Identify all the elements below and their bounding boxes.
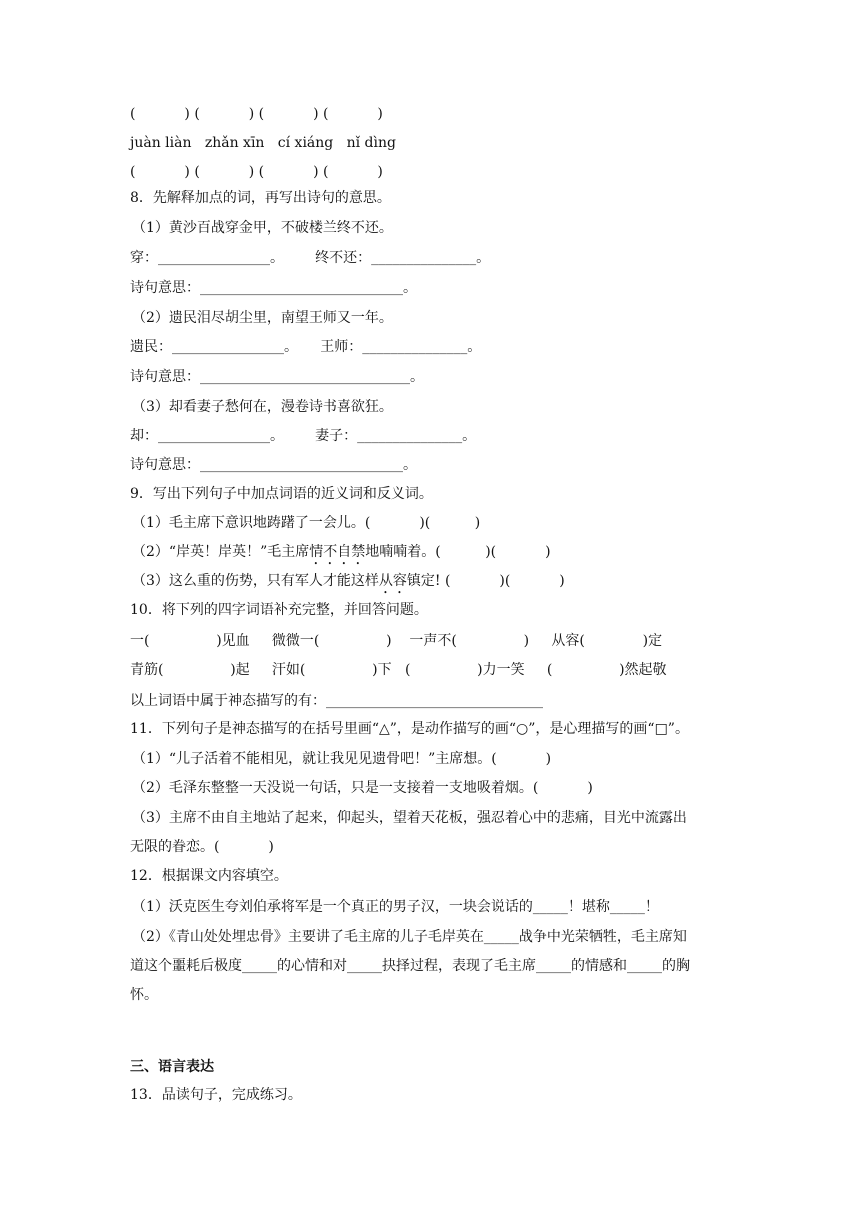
idiom-row-2: 青筋( )起 汗如( )下 ( )力一笑 ( )然起敬 bbox=[130, 662, 667, 678]
q9-sentence-1: （1）毛主席下意识地踌躇了一会儿。( )( ) bbox=[132, 515, 481, 531]
q11-sentence-1: （1）“儿子活着不能相见，就让我见见遗骨吧！”主席想。( ) bbox=[132, 751, 552, 767]
blank-row-2: 遗民：________________。 王师：_______________。 bbox=[130, 339, 482, 355]
idiom-row-1: 一( )见血 微微一( ) 一声不( ) 从容( )定 bbox=[130, 633, 663, 649]
question-11-heading: 11．下列句子是神态描写的在括号里画“△”，是动作描写的画“○”，是心理描写的画“□”。 bbox=[130, 721, 689, 737]
question-13-heading: 13．品读句子，完成练习。 bbox=[130, 1087, 302, 1103]
q9-s3-suffix: 镇定! ( )( ) bbox=[406, 573, 565, 589]
q9-s3-dotted-word: 从容 bbox=[378, 573, 407, 589]
pinyin-row: juàn liàn zhǎn xīn cí xiáng nǐ dìng bbox=[130, 135, 396, 151]
question-10-heading: 10．将下列的四字词语补充完整，并回答问题。 bbox=[130, 602, 428, 618]
question-8-heading: 8．先解释加点的词，再写出诗句的意思。 bbox=[130, 190, 391, 206]
blank-row-3: 却：________________。 妻子：_______________。 bbox=[130, 428, 477, 444]
q11-sentence-3-continued: 无限的眷恋。( ) bbox=[130, 839, 274, 855]
meaning-row-1: 诗句意思：_____________________________。 bbox=[130, 280, 417, 296]
question-12-heading: 12．根据课文内容填空。 bbox=[130, 868, 288, 884]
question-9-heading: 9．写出下列句子中加点词语的近义词和反义词。 bbox=[130, 486, 433, 502]
q12-sentence-2-continued: 道这个噩耗后极度_____的心情和对_____抉择过程，表现了毛主席_____的情感和_____的胸 bbox=[130, 958, 690, 974]
blank-row-1: 穿：________________。 终不还：_______________。 bbox=[130, 250, 491, 266]
q11-sentence-3: （3）主席不由自主地站了起来，仰起头，望着天花板，强忍着心中的悲痛，目光中流露出 bbox=[132, 810, 687, 826]
q9-s2-dotted-word: 情不自禁 bbox=[309, 544, 366, 560]
q11-sentence-2: （2）毛泽东整整一天没说一句话，只是一支接着一支地吸着烟。( ) bbox=[132, 780, 593, 796]
q12-sentence-2: （2）《青山处处埋忠骨》主要讲了毛主席的儿子毛岸英在_____战争中光荣牺牲，毛主席知 bbox=[132, 929, 687, 945]
section-3-heading: 三、语言表达 bbox=[130, 1059, 214, 1075]
answer-brackets-row-2: ( ) ( ) ( ) ( ) bbox=[130, 164, 383, 180]
idiom-answer-row: 以上词语中属于神态描写的有：_______________________________ bbox=[130, 693, 543, 709]
q9-sentence-3 bbox=[132, 571, 565, 597]
q9-s2-prefix: （2）“岸英！岸英！”毛主席 bbox=[132, 544, 310, 560]
poem-line-1: （1）黄沙百战穿金甲，不破楼兰终不还。 bbox=[132, 220, 393, 236]
q12-sentence-1: （1）沃克医生夸刘伯承将军是一个真正的男子汉，一块会说话的_____！堪称_____！ bbox=[132, 899, 659, 915]
poem-line-3: （3）却看妻子愁何在，漫卷诗书喜欲狂。 bbox=[132, 399, 393, 415]
q9-s2-suffix: 地喃喃着。( )( ) bbox=[365, 544, 551, 560]
answer-brackets-row-1: ( ) ( ) ( ) ( ) bbox=[130, 106, 383, 122]
q12-sentence-2-end: 怀。 bbox=[130, 987, 158, 1003]
q9-s3-prefix: （3）这么重的伤势，只有军人才能这样 bbox=[132, 573, 379, 589]
meaning-row-3: 诗句意思：_____________________________。 bbox=[130, 457, 417, 473]
poem-line-2: （2）遗民泪尽胡尘里，南望王师又一年。 bbox=[132, 310, 393, 326]
q9-sentence-2 bbox=[132, 542, 551, 568]
meaning-row-2: 诗句意思：______________________________。 bbox=[130, 369, 424, 385]
